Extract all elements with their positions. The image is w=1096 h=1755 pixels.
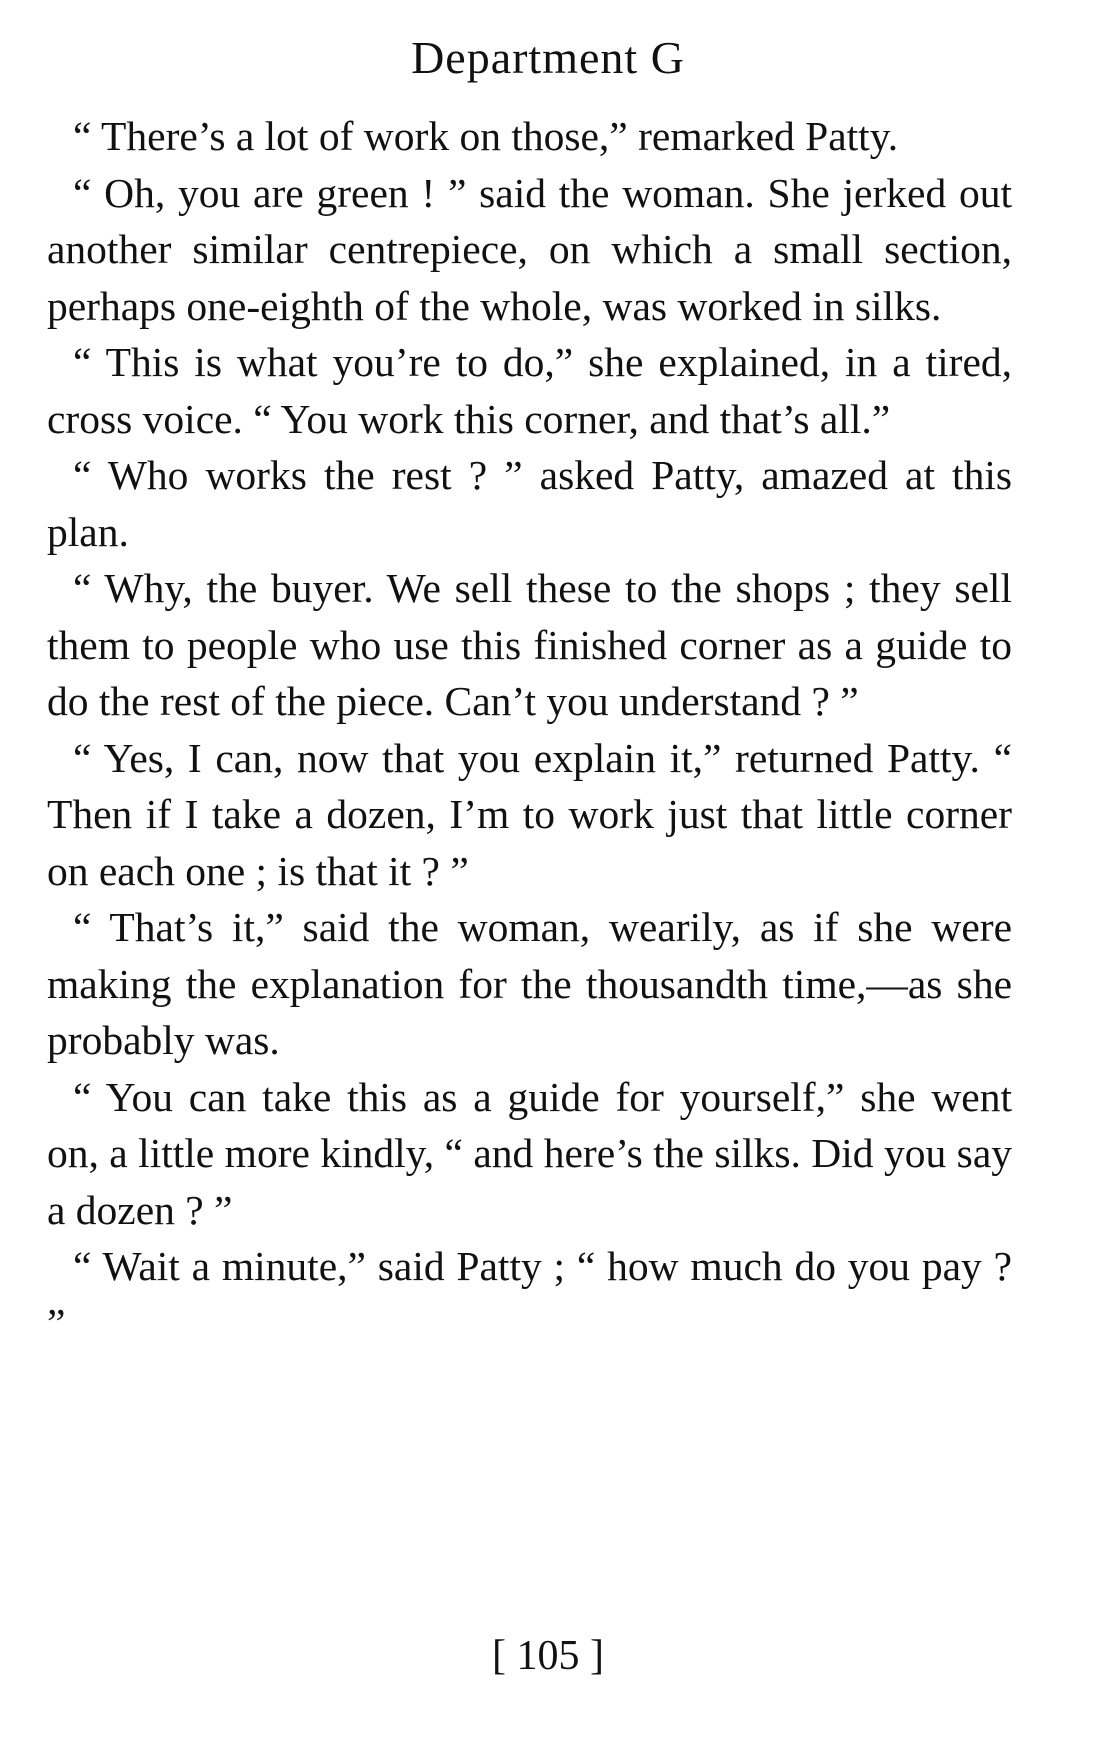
paragraph: “ Why, the buyer. We sell these to the shops ; they sell them to people who use this finished corner as a guide to do the rest of the piece. Can’t you understand ? ”	[47, 565, 1012, 724]
paragraph: “ You can take this as a guide for yourself,” she went on, a little more kindly, “ and here’s the silks. Did you say a dozen ? ”	[47, 1073, 1012, 1233]
page-number: [ 105 ]	[492, 1633, 604, 1679]
paragraph: “ Wait a minute,” said Patty ; “ how much do you pay ? ”	[47, 1243, 1012, 1346]
paragraph: “ This is what you’re to do,” she explained, in a tired, cross voice. “ You work this corner, and that’s all.”	[47, 339, 1012, 442]
paragraph: “ Yes, I can, now that you explain it,” returned Patty. “ Then if I take a dozen, I’m to work just that little corner on each one ; is that it ? ”	[47, 734, 1012, 894]
paragraph: “ That’s it,” said the woman, wearily, as if she were making the explanation for the thousandth time,—as she probably was.	[47, 904, 1012, 1063]
running-head: Department G	[411, 32, 685, 83]
paragraph: “ Oh, you are green ! ” said the woman. She jerked out another similar centrepiece, on which a small section, perhaps one-eighth of the whole, was worked in silks.	[47, 169, 1012, 329]
paragraph: “ There’s a lot of work on those,” remarked Patty.	[73, 113, 899, 159]
body-text	[47, 108, 1012, 1351]
paragraph: “ Who works the rest ? ” asked Patty, amazed at this plan.	[47, 452, 1012, 555]
